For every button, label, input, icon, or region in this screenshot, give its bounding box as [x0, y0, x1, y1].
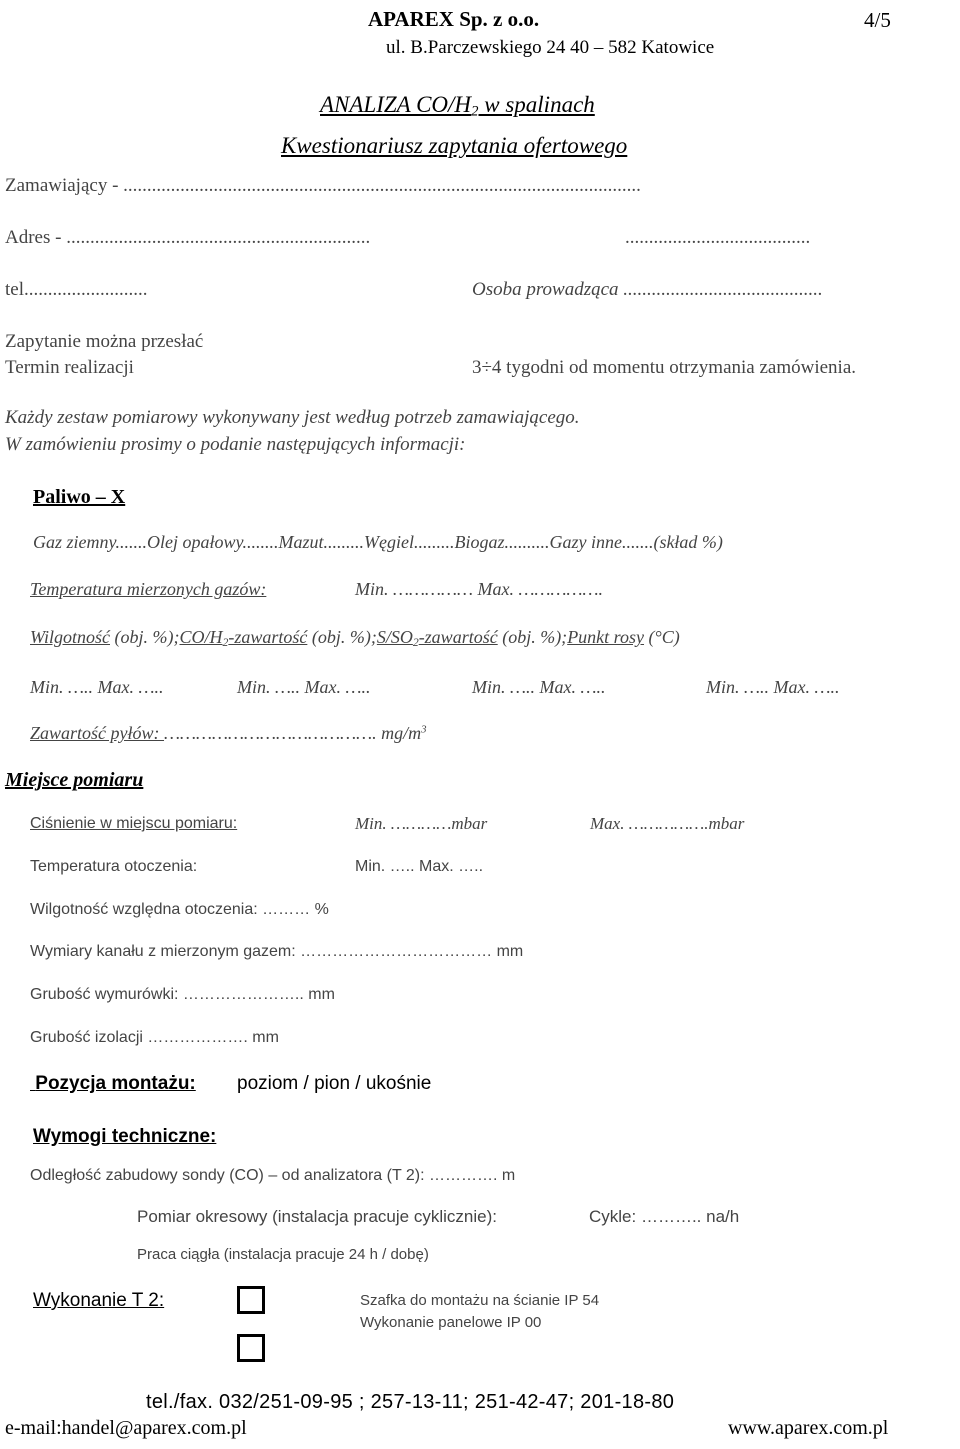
- probe-distance: Odległość zabudowy sondy (CO) – od analizatora (T 2): …………. m: [30, 1167, 516, 1184]
- dust-content: Zawartość pyłów: …………………………………. $mg/m^3$: [30, 723, 427, 743]
- footer-website[interactable]: www.aparex.com.pl: [728, 1417, 889, 1439]
- ambient-temperature-label: Temperatura otoczenia:: [30, 858, 198, 875]
- gas-temperature-range: Min. …………… Max. …………….: [355, 579, 604, 599]
- technical-requirements-heading: Wymogi techniczne:: [33, 1126, 217, 1147]
- periodic-measurement: Pomiar okresowy (instalacja pracuje cyklicznie):: [137, 1207, 497, 1226]
- continuous-operation: Praca ciągła (instalacja pracuje 24 h / dobę): [137, 1246, 429, 1263]
- phone-field: tel..........................: [5, 279, 148, 300]
- company-name: APAREX Sp. z o.o.: [368, 7, 540, 31]
- duct-dimensions: Wymiary kanału z mierzonym gazem: ……………………………… mm: [30, 943, 524, 960]
- ambient-temperature-range: Min. ….. Max. …..: [355, 858, 484, 875]
- gas-temperature-label: Temperatura mierzonych gazów:: [30, 579, 267, 599]
- co-h2-range: Min. ….. Max. …..: [237, 677, 371, 697]
- company-address: ul. B.Parczewskiego 24 40 – 582 Katowice: [386, 37, 715, 58]
- masonry-thickness: Grubość wymurówki: ………………….. mm: [30, 986, 335, 1003]
- insulation-thickness: Grubość izolacji ………………. mm: [30, 1029, 279, 1046]
- fuel-options: Gaz ziemny.......Olej opałowy........Mazut.........Węgiel.........Biogaz..........Gazy inne.......(skład %): [33, 532, 723, 552]
- relative-humidity: Wilgotność względna otoczenia: ……… %: [30, 901, 329, 918]
- intro-line-2: W zamówieniu prosimy o podanie następujących informacji:: [5, 434, 466, 455]
- footer-phones: tel./fax. 032/251-09-95 ; 257-13-11; 251-42-47; 201-18-80: [146, 1391, 675, 1413]
- document-title: ANALIZA $CO/H_2$ w spalinach: [320, 92, 595, 120]
- intro-line-1: Każdy zestaw pomiarowy wykonywany jest według potrzeb zamawiającego.: [5, 407, 580, 428]
- panel-option: Wykonanie panelowe IP 00: [360, 1314, 542, 1331]
- mounting-position-options: poziom / pion / ukośnie: [237, 1073, 432, 1094]
- panel-checkbox[interactable]: [237, 1334, 265, 1362]
- execution-label: Wykonanie T 2:: [33, 1290, 165, 1311]
- address-field-2: .......................................: [625, 227, 811, 248]
- pressure-label: Ciśnienie w miejscu pomiaru:: [30, 815, 238, 832]
- s-so2-range: Min. ….. Max. …..: [472, 677, 606, 697]
- pressure-max: Max. …………….mbar: [590, 814, 745, 833]
- measurement-site-heading: Miejsce pomiaru: [5, 769, 144, 791]
- composition-header: Wilgotność (obj. $\%);CO/H_2$-zawartość (obj. $\%);S/SO_2$-zawartość (obj. %);Punkt rosy (°C): [30, 627, 680, 649]
- wall-cabinet-option: Szafka do montażu na ścianie IP 54: [360, 1292, 600, 1309]
- contact-person-field: Osoba prowadząca ..........................................: [472, 279, 823, 300]
- orderer-field: Zamawiający - .............................................................................................................: [5, 175, 641, 196]
- address-field: Adres - ................................................................: [5, 227, 371, 248]
- humidity-range: Min. ….. Max. …..: [30, 677, 164, 697]
- mounting-position-label: Pozycja montażu:: [35, 1073, 196, 1094]
- fuel-heading: Paliwo – X: [33, 486, 126, 508]
- pressure-min: Min. …………mbar: [355, 814, 488, 833]
- lead-time-label: Termin realizacji: [5, 357, 134, 378]
- lead-time-value: 3÷4 tygodni od momentu otrzymania zamówienia.: [472, 357, 857, 378]
- dew-point-range: Min. ….. Max. …..: [706, 677, 840, 697]
- page-number: 4/5: [864, 8, 891, 32]
- wall-cabinet-checkbox[interactable]: [237, 1286, 265, 1314]
- document-subtitle: Kwestionariusz zapytania ofertowego: [281, 133, 628, 158]
- send-inquiry-label: Zapytanie można przesłać: [5, 331, 204, 352]
- cycles-field: Cykle: ……….. na/h: [589, 1207, 740, 1226]
- footer-email[interactable]: e-mail:handel@aparex.com.pl: [5, 1417, 247, 1439]
